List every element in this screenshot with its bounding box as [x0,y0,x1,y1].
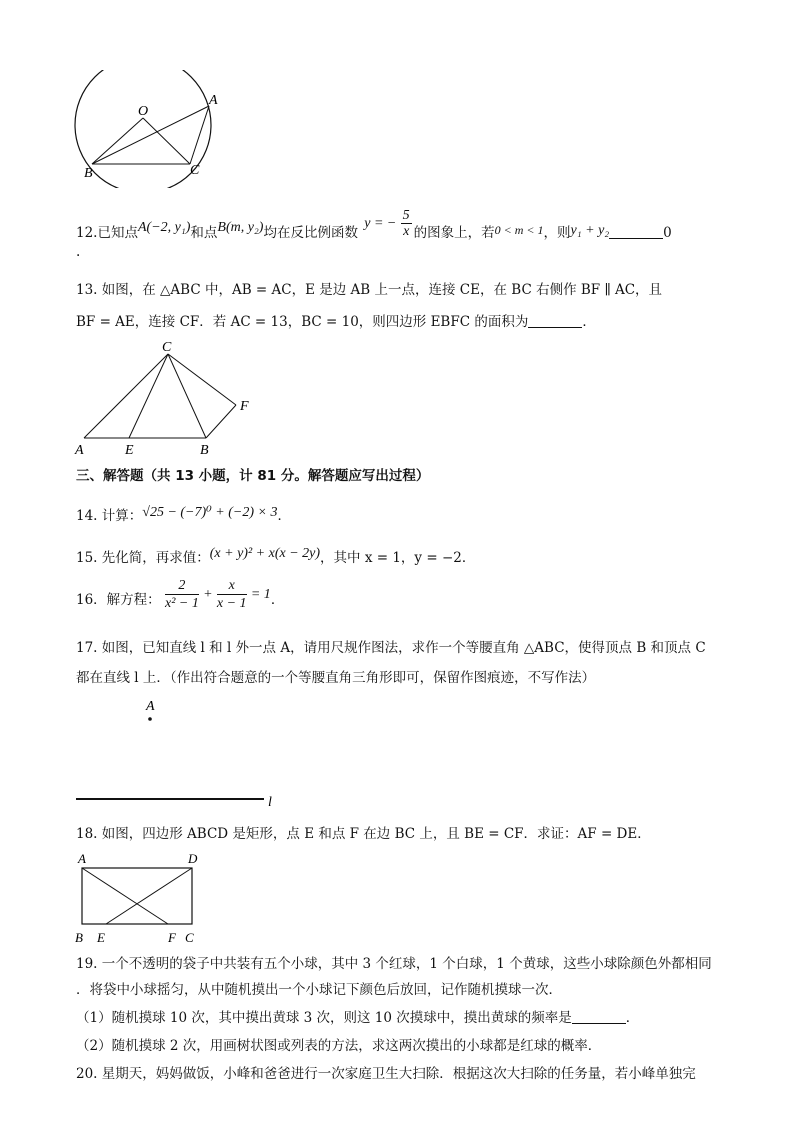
question-14 [76,506,291,527]
segment-ac [190,106,209,164]
q12-tail: 0 [663,225,672,241]
q14-prefix: 14. 计算： [76,508,143,524]
question-19-sub-2: （2）随机摸球 2 次，用画树状图或列表的方法，求这两次摸出的小球都是红球的概率． [76,1038,602,1054]
label-f: F [240,399,249,414]
q16-frac1-numerator: 2 [165,577,199,595]
label-a: A [209,93,218,108]
triangle-figure [70,338,260,460]
label-e: E [97,930,105,945]
q12-text-1: 已知点 [97,225,138,241]
q12-text-4: 的图象上，若 [413,225,495,241]
q12-period: . [76,244,81,260]
label-point-a: A [146,699,155,714]
q16-post: ． [270,592,285,608]
rectangle-figure [70,850,210,946]
q14-expression: √25 − (−7)⁰ + (−2) × 3 [142,505,278,520]
q12-expression: y₁ + y₂ [570,223,610,238]
question-19-sub-1 [76,1008,639,1028]
label-b: B [75,930,83,945]
segment-ob [92,118,143,164]
q12-func-numerator: 5 [402,208,410,223]
q16-prefix: 16．解方程： [76,592,161,608]
question-17-line-2: 都在直线 l 上．（作出符合题意的一个等腰直角三角形即可，保留作图痕迹，不写作法） [76,670,596,686]
q15-post: ． [461,550,476,566]
question-17-line-1: 17. 如图，已知直线 l 和 l 外一点 A，请用尺规作图法，求作一个等腰直角 △ABC，使得顶点 B 和顶点 C [76,640,706,656]
segment-de [106,868,192,924]
label-c: C [162,340,172,355]
question-19-line-1: 19. 一个不透明的袋子中共装有五个小球，其中 3 个红球，1 个白球，1 个黄球，这些小球除颜色外都相同 [76,956,712,972]
q19-answer-blank[interactable] [572,1009,626,1024]
q16-frac1-denominator: x² − 1 [164,596,199,611]
label-b: B [200,443,209,458]
q12-function [364,208,411,239]
label-d: D [188,851,198,866]
q13-line-2-post: ． [582,314,596,330]
q12-text-3: 均在反比例函数 [263,225,358,241]
label-a: A [75,443,84,458]
segment-cb [168,354,206,438]
question-19-line-2: ．将袋中小球摇匀，从中随机摸出一个小球记下颜色后放回，记作随机摸球一次． [76,982,562,998]
question-16 [76,578,284,622]
q16-frac2-denominator: x − 1 [216,596,247,611]
q12-text-5: ，则 [543,225,571,241]
segment-ba [92,106,209,164]
q12-function-fraction [401,208,412,239]
q16-rhs: = 1 [250,587,271,602]
label-f: F [168,930,176,945]
q16-plus: + [203,587,213,602]
segment-bf [206,405,236,438]
question-20-line-1: 20. 星期天，妈妈做饭，小峰和爸爸进行一次家庭卫生大扫除．根据这次大扫除的任务量，若小峰单独完 [76,1066,696,1082]
segment-af [82,868,168,924]
segment-ac [84,354,168,438]
q12-point-a: A(−2, y₁) [137,220,191,235]
q13-line-2-text: BF = AE，连接 CF．若 AC = 13，BC = 10，则四边形 EBFC 的面积为 [76,314,529,330]
question-13-line-2 [76,312,596,332]
section-3-heading: 三、解答题（共 13 小题，计 81 分。解答题应写出过程） [76,468,430,484]
q13-answer-blank[interactable] [528,313,582,328]
q19-sub-1-text: （1）随机摸球 10 次，其中摸出黄球 3 次，则这 10 次摸球中，摸出黄球的频率是 [76,1010,572,1026]
segment-cf [168,354,236,405]
q16-fraction-1 [165,577,199,612]
point-a [148,717,152,721]
question-12 [76,208,672,246]
label-line-l: l [268,795,272,810]
q12-function-lhs: y = − [364,216,397,231]
segment-ce [129,354,168,438]
circle-figure [66,70,226,188]
label-a: A [78,851,86,866]
question-13-line-1: 13. 如图，在 △ABC 中，AB = AC，E 是边 AB 上一点，连接 CE，在 BC 右侧作 BF ∥ AC，且 [76,282,663,298]
q12-func-denominator: x [403,224,410,239]
q15-mid: ，其中 x = 1，y = −2 [320,550,462,566]
q12-condition: 0 < m < 1 [494,223,544,237]
label-o: O [138,104,149,119]
q16-frac2-numerator: x [217,577,247,595]
q12-text-2: 和点 [190,225,218,241]
q14-post: ． [277,508,291,524]
q15-expression: (x + y)² + x(x − 2y) [209,546,321,561]
line-figure [70,694,290,814]
label-e: E [125,443,134,458]
label-b: B [84,166,93,181]
q19-sub-1-post: ． [625,1010,640,1026]
q12-number: 12. [76,225,98,241]
label-c: C [190,163,200,178]
q12-answer-blank[interactable] [609,224,663,239]
segment-oc [143,118,190,164]
question-15 [76,548,475,569]
q16-fraction-2 [217,577,247,612]
question-18: 18. 如图，四边形 ABCD 是矩形，点 E 和点 F 在边 BC 上，且 BE = CF．求证：AF = DE． [76,826,651,842]
label-c: C [185,930,194,945]
rectangle-abcd [82,868,192,924]
q12-point-b: B(m, y₂) [217,220,264,235]
q15-prefix: 15. 先化简，再求值： [76,550,210,566]
